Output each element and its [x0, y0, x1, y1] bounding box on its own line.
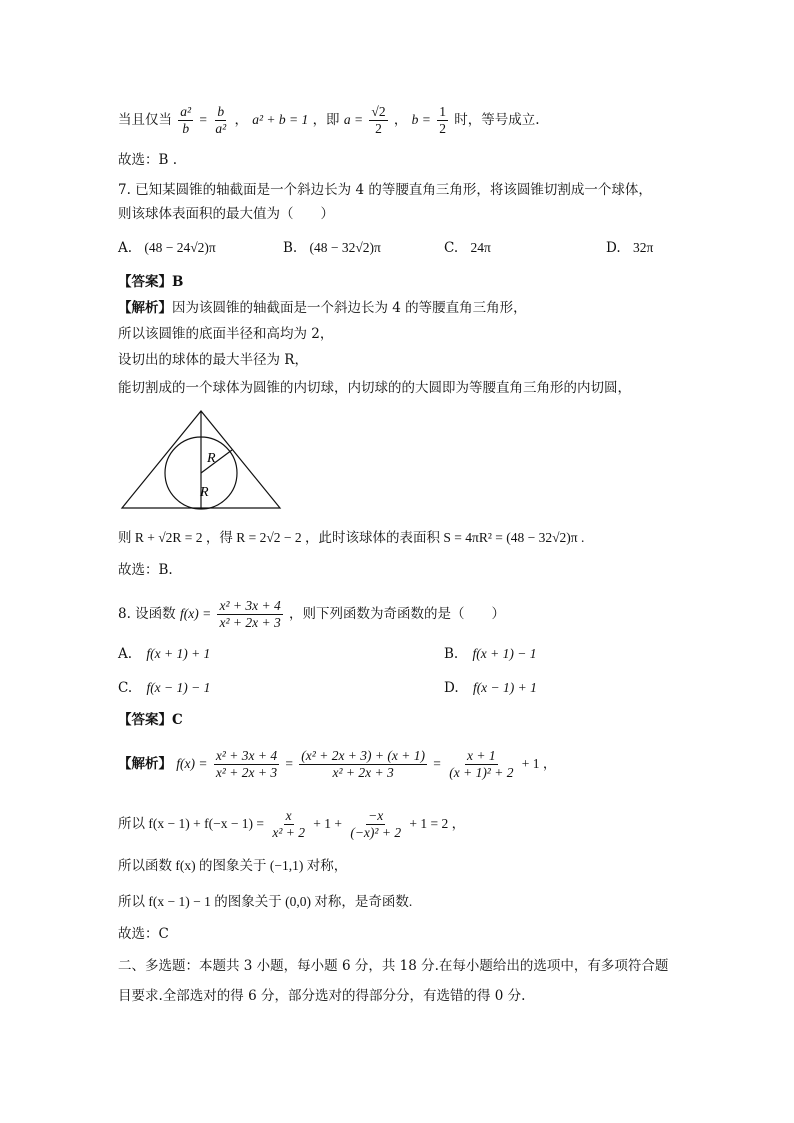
prev-choose: 故选：B . [118, 152, 178, 168]
radius-label-2: R [200, 485, 209, 500]
q7-analysis-line2: 所以该圆锥的底面半径和高均为 2， [118, 326, 334, 342]
q8-analysis-frac2: $\frac{\text{(x² + 2x + 3) + (x + 1)}}{\text{x² + 2x + 3}}$ [301, 748, 425, 780]
triangle-incircle-figure [118, 408, 284, 512]
radius-line [201, 450, 232, 473]
q7-choose: 故选：B. [118, 562, 173, 578]
q7-analysis-line4: 能切割成的一个球体为圆锥的内切球，内切球的的大圆即为等腰直角三角形的内切圆， [118, 380, 631, 396]
section2-line1: 二、多选题：本题共 3 小题，每小题 6 分，共 18 分.在每小题给出的选项中，有多项符合题 [118, 958, 669, 974]
q8-option-c: C. f(x − 1) − 1 [118, 680, 211, 696]
frac-b-over-a2: $\frac{b}{\text{a²}}$ [215, 104, 227, 136]
radius-label-1: R [207, 451, 216, 466]
q8-analysis-tag: 【解析】 [118, 756, 172, 772]
q8-option-a: A. f(x + 1) + 1 [118, 646, 211, 662]
q7-answer: 【答案】B [118, 274, 184, 290]
prev-equality-line: 当且仅当 $\frac{\text{a²}}{b}$ = $\frac{b}{\text{a²}}$ ， a² + b = 1 ，即 a = $\frac{√2}{2}$ ， b = $\frac{1}{2}$ 时，等号成立. [118, 104, 540, 136]
q7-stem-line2: 则该球体表面积的最大值为（ ） [118, 206, 334, 222]
eq-a2-plus-b: a² + b = 1 [252, 112, 309, 127]
q8-line2-frac2: $\frac{-x}{\text{(−x)² + 2}}$ [350, 808, 402, 840]
q7-analysis-line3: 设切出的球体的最大半径为 R， [118, 352, 308, 368]
q8-stem: 8. 设函数 f(x) = $\frac{\text{x² + 3x + 4}}{\text{x² + 2x + 3}}$ ，则下列函数为奇函数的是（ ） [118, 598, 506, 630]
q8-analysis-line3: 所以函数 f(x) 的图象关于 (−1,1) 对称， [118, 858, 348, 873]
q7-option-c: C. 24π [444, 240, 491, 256]
section2-line2: 目要求.全部选对的得 6 分，部分选对的得部分分，有选错的得 0 分. [118, 988, 526, 1004]
q7-analysis-tag: 【解析】 [118, 300, 172, 316]
q8-choose: 故选：C [118, 926, 169, 942]
q7-result-line: 则 R + √2R = 2 ，得 R = 2√2 − 2 ，此时该球体的表面积 S = 4πR² = (48 − 32√2)π . [118, 530, 585, 545]
frac-a-value: $\frac{√2}{2}$ [371, 104, 386, 136]
prev-text1: 当且仅当 [118, 112, 172, 128]
q8-line2-frac1: $\frac{x}{\text{x² + 2}}$ [272, 808, 305, 840]
frac-b-value: $\frac{1}{2}$ [439, 104, 446, 136]
q7-option-b: B. (48 − 32√2)π [283, 240, 381, 256]
q8-analysis-line4: 所以 f(x − 1) − 1 的图象关于 (0,0) 对称，是奇函数. [118, 894, 413, 909]
q7-option-d: D. 32π [606, 240, 654, 256]
q8-analysis-line2: 所以 f(x − 1) + f(−x − 1) = $\frac{x}{\text{x² + 2}}$ + 1 + $\frac{-x}{\text{(−x)² + 2}}$ + 1 = 2 ， [118, 808, 466, 840]
q8-stem-fraction: $\frac{\text{x² + 3x + 4}}{\text{x² + 2x + 3}}$ [219, 598, 281, 630]
q8-analysis-frac3: $\frac{x + 1}{\text{(x + 1)² + 2}}$ [449, 748, 514, 780]
q8-analysis-line1: 【解析】 f(x) = $\frac{\text{x² + 3x + 4}}{\text{x² + 2x + 3}}$ = $\frac{\text{(x² + 2x + 3) + (x + 1)}}{\text{x² + 2x + 3}}$ = $\frac{x + 1}{\text{(x + 1)² + 2}}$ + 1 ， [118, 748, 557, 780]
q8-option-b: B. f(x + 1) − 1 [444, 646, 537, 662]
frac-a2-over-b: $\frac{\text{a²}}{b}$ [180, 104, 192, 136]
q7-analysis-line1: 【解析】因为该圆锥的轴截面是一个斜边长为 4 的等腰直角三角形， [118, 300, 527, 316]
q8-answer: 【答案】C [118, 712, 183, 728]
q7-stem-line1: 7. 已知某圆锥的轴截面是一个斜边长为 4 的等腰直角三角形，将该圆锥切割成一个球体， [118, 182, 652, 198]
q8-analysis-frac1: $\frac{\text{x² + 3x + 4}}{\text{x² + 2x + 3}}$ [215, 748, 278, 780]
q8-option-d: D. f(x − 1) + 1 [444, 680, 537, 696]
q7-option-a: A. (48 − 24√2)π [118, 240, 216, 256]
